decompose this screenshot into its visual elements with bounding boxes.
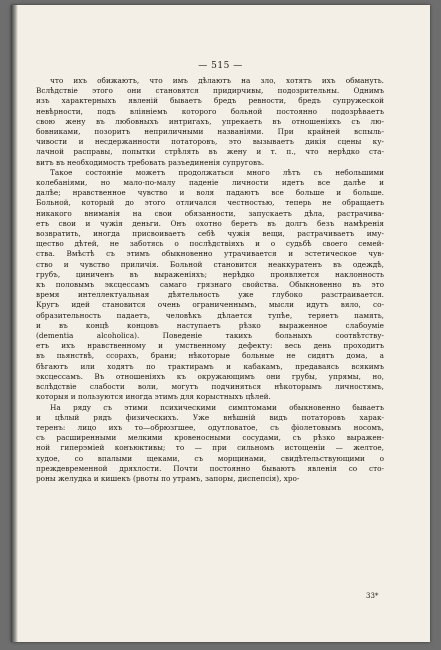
text-line: возвратить, иногда присвоиваетъ себѣ чужія вещи, растрачиваетъ иму- — [36, 229, 384, 239]
book-page — [11, 5, 430, 642]
text-line: лачной расправы, попытки стрѣлять въ жену и т. п., что нерѣдко ста- — [36, 147, 384, 157]
text-line: къ половымъ эксцессамъ самаго грязнаго свойства. Обыкновенно въ это — [36, 280, 384, 290]
text-line: чивости и несдержанности потаторовъ, это вызываетъ дикія сцены ку- — [36, 137, 384, 147]
text-line: и въ концѣ концовъ наступаетъ рѣзко выраженное слабоуміе — [36, 320, 384, 330]
text-line: худое, со впалыми щеками, съ морщинами, свидѣтельствующими о — [36, 453, 384, 463]
text-line: свою жену въ любовныхъ интригахъ, упрекаетъ въ отношеніяхъ съ лю- — [36, 116, 384, 126]
text-line: время интеллектуальная дѣятельность уже глубоко разстраивается. — [36, 290, 384, 300]
paragraph — [36, 403, 384, 485]
text-line: вслѣдствіе слабости воли, могутъ подчиняться нѣкоторымъ личностямъ, — [36, 382, 384, 392]
text-line: етъ свои и чужія деньги. Онъ охотно беретъ въ долгъ безъ намѣренія — [36, 218, 384, 228]
text-line: преждевременной дряхлости. Почти постоянно бываютъ явленія со сто- — [36, 463, 384, 473]
paragraph — [36, 76, 384, 168]
text-line: ство и чувство приличія. Больной становится неаккуратенъ въ одеждѣ, — [36, 259, 384, 269]
text-line: Кругъ идей становится очень ограниченнымъ, мысли идутъ вяло, со- — [36, 300, 384, 310]
body-text — [36, 76, 384, 484]
text-line: что ихъ обижаютъ, что имъ дѣлаютъ на зло, хотятъ ихъ обмануть. — [50, 76, 384, 85]
text-line: бовниками, позоритъ неприличными названіями. При крайней вспыль- — [36, 127, 384, 137]
text-line: бѣгаютъ или ходятъ по трактирамъ и кабакамъ, предаваясь всякимъ — [36, 361, 384, 371]
text-line: невѣрности, подъ вліяніемъ которого больной постоянно подозрѣваетъ — [36, 106, 384, 116]
text-line: изъ характерныхъ явленій бываетъ бредъ ревности, бредъ супружеской — [36, 96, 384, 106]
text-line: щество дѣтей, не заботясь о послѣдствіяхъ и о судьбѣ своего семей- — [36, 239, 384, 249]
text-line: никакого вниманія на свои обязанности, запускаетъ дѣла, растрачива- — [36, 208, 384, 218]
text-line: На ряду съ этими психическими симптомами обыкновенно бываетъ — [50, 402, 384, 412]
text-line: съ расширенными мелкими кровеносными сосудами, съ рѣзко выражен- — [36, 433, 384, 443]
paragraph — [36, 168, 384, 403]
text-line: колебаніями, но мало-по-малу паденіе личности идетъ все далѣе и — [36, 178, 384, 188]
page-number: — 515 — — [198, 61, 243, 71]
text-line: роны желудка и кишекъ (рвоты по утрамъ, запоры, диспепсія), хро- — [36, 473, 300, 483]
text-line: етъ ихъ нравственному и умственному дефекту: весь день проходитъ — [36, 341, 384, 351]
text-line: (dementia alcoholica). Поведеніе такихъ больныхъ соотвѣтству- — [36, 331, 384, 341]
text-line: теренъ: лицо ихъ то—обрюзгшее, одутловатое, съ фіолетовымъ носомъ, — [36, 422, 384, 432]
text-line: Вслѣдствіе этого они становятся придирчивы, подозрительны. Однимъ — [36, 86, 384, 96]
page-spine-shadow — [11, 5, 18, 642]
text-line: Больной, который до этого отличался честностью, теперь не обращаетъ — [36, 198, 384, 208]
text-line: ства. Вмѣстѣ съ этимъ обыкновенно утрачивается и эстетическое чув- — [36, 249, 384, 259]
text-line: витъ въ необходимость требовать разъединенія супруговъ. — [36, 157, 265, 167]
text-line: Такое состояніе можетъ продолжаться много лѣтъ съ небольшими — [50, 167, 384, 177]
signature-mark: 33* — [366, 592, 379, 600]
text-line: и цѣлый рядъ физическихъ. Уже внѣшній видъ потаторовъ харак- — [36, 412, 384, 422]
text-line: ной гиперэміей конъюктивы; то — при сильномъ истощеніи — желтое, — [36, 443, 384, 453]
text-line: далѣе; нравственное чувство и воля падаютъ все больше и больше. — [36, 188, 384, 198]
text-line: въ пьянствѣ, ссорахъ, брани; нѣкоторые больные не сидятъ дома, а — [36, 351, 384, 361]
text-line: грубъ, циниченъ въ выраженіяхъ; нерѣдко проявляется наклонность — [36, 269, 384, 279]
text-line: эксцессамъ. Въ отношеніяхъ къ окружающимъ они грубы, упрямы, но, — [36, 371, 384, 381]
text-line: которыя и пользуются иногда этимъ для корыстныхъ цѣлей. — [36, 392, 271, 402]
text-line: образительность падаетъ, человѣкъ дѣлается тупѣе, теряетъ память, — [36, 310, 384, 320]
